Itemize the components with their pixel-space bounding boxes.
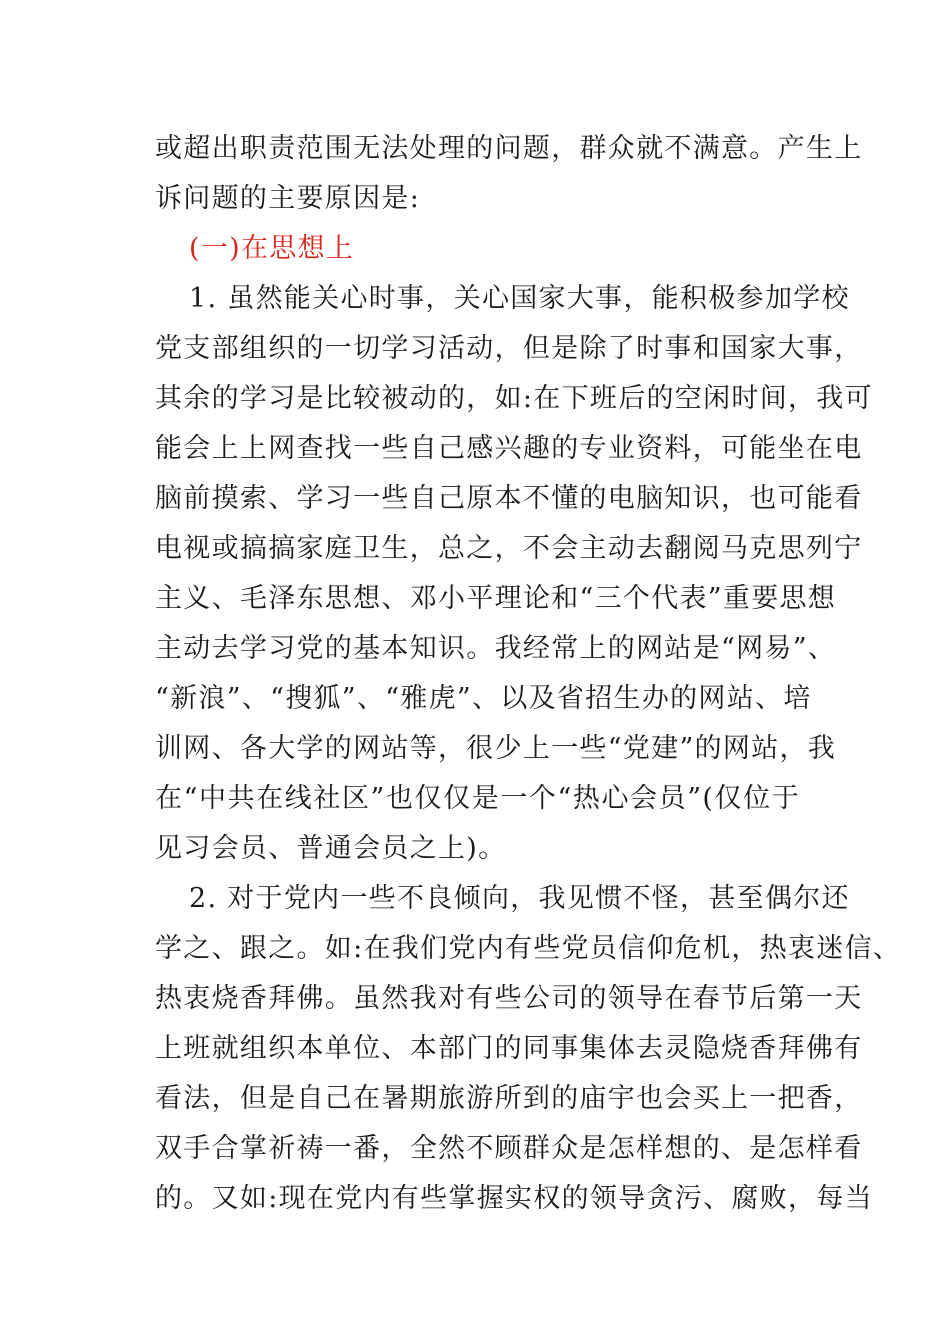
text-line: 热衷烧香拜佛。虽然我对有些公司的领导在春节后第一天 [155,983,863,1014]
text-line: 的。又如:现在党内有些掌握实权的领导贪污、腐败，每当 [155,1183,873,1214]
text-line: 双手合掌祈祷一番，全然不顾群众是怎样想的、是怎样看 [155,1133,863,1164]
paragraph-start-line: 2. 对于党内一些不良倾向，我见惯不怪，甚至偶尔还 [189,883,850,914]
text-line: 上班就组织本单位、本部门的同事集体去灵隐烧香拜佛有 [155,1033,863,1064]
text-line: 脑前摸索、学习一些自己原本不懂的电脑知识，也可能看 [155,483,863,514]
text-line: 电视或搞搞家庭卫生，总之，不会主动去翻阅马克思列宁 [155,533,863,564]
text-line: 党支部组织的一切学习活动，但是除了时事和国家大事， [155,333,863,364]
document-body [155,124,902,1224]
text-line: “新浪”、“搜狐”、“雅虎”、以及省招生办的网站、培 [155,683,812,714]
section-heading: (一)在思想上 [189,233,355,264]
text-line: 其余的学习是比较被动的，如:在下班后的空闲时间，我可 [155,383,873,414]
text-line: 学之、跟之。如:在我们党内有些党员信仰危机，热衷迷信、 [155,933,902,964]
text-line: 主义、毛泽东思想、邓小平理论和“三个代表”重要思想 [155,583,837,614]
text-line: 能会上上网查找一些自己感兴趣的专业资料，可能坐在电 [155,433,863,464]
text-line: 在“中共在线社区”也仅仅是一个“热心会员”(仅位于 [155,783,800,814]
text-line: 主动去学习党的基本知识。我经常上的网站是“网易”、 [155,633,837,664]
paragraph-start-line: 1. 虽然能关心时事，关心国家大事，能积极参加学校 [189,283,850,314]
text-line: 诉问题的主要原因是: [155,183,421,214]
text-line: 看法，但是自己在暑期旅游所到的庙宇也会买上一把香， [155,1083,863,1114]
text-line: 见习会员、普通会员之上)。 [155,833,507,864]
text-line: 或超出职责范围无法处理的问题，群众就不满意。产生上 [155,133,863,164]
text-line: 训网、各大学的网站等，很少上一些“党建”的网站，我 [155,733,837,764]
